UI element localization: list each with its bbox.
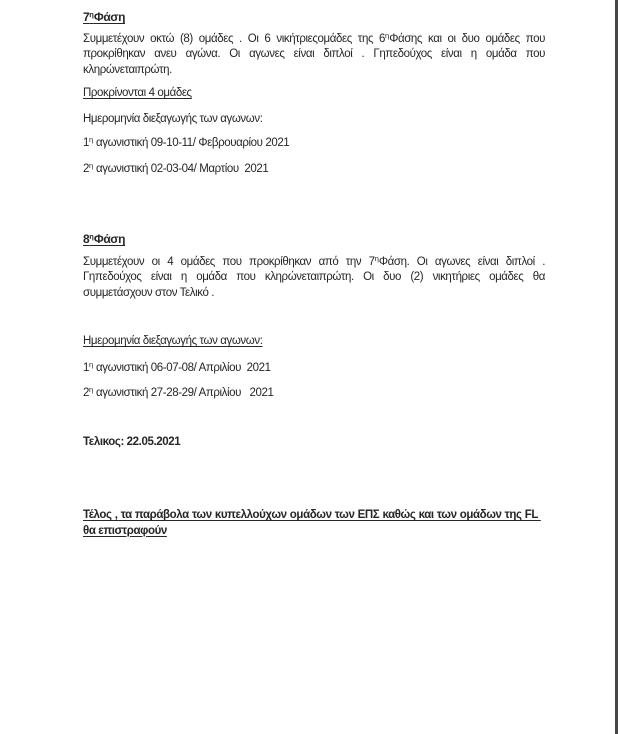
phase-8-heading-number: 8 — [83, 232, 90, 246]
phase-7-heading-number: 7 — [83, 10, 90, 24]
phase-8-paragraph — [83, 255, 545, 302]
fixture-number: 2 — [83, 162, 89, 175]
document-content — [83, 10, 545, 539]
fixture-ordinal: η — [89, 359, 94, 369]
phase-8-heading-ordinal: η — [89, 232, 94, 241]
phase-7-heading — [83, 10, 545, 26]
fixture-text: αγωνιστική 06-07-08/ Απριλίου 2021 — [93, 361, 271, 374]
fixture-ordinal: η — [89, 135, 94, 144]
phase-8-heading-word: Φάση — [93, 232, 126, 246]
phase-8-paragraph-text: Συμμετέχουν οι 4 ομάδες που προκρίθηκαν από την 7 — [83, 255, 375, 268]
phase-8-fixture-2 — [83, 386, 545, 402]
fixture-text: αγωνιστική 09-10-11/ Φεβρουαρίου 2021 — [93, 137, 290, 149]
phase-7-heading-ordinal: η — [89, 10, 94, 19]
fixture-number: 1 — [83, 361, 89, 374]
phase-7-fixture-1 — [83, 136, 545, 152]
phase-8-dates-heading: Ημερομηνία διεξαγωγής των αγωνων: — [83, 335, 263, 347]
phase-8-paragraph-text-cont: Φάση. Οι αγωνες είναι διπλοί . Γηπεδούχος είναι η ομάδα που κληρώνεταιπρώτη. Οι δυο (2) νικητήριες ομάδες θα συμμετάσχουν στον Τελικό . — [83, 255, 546, 299]
phase-8-heading — [83, 232, 545, 248]
fixture-ordinal: η — [89, 160, 94, 170]
phase-7-fixture-2 — [83, 162, 545, 178]
fixture-ordinal: η — [89, 385, 94, 394]
fixture-text: αγωνιστική 27-28-29/ Απριλίου 2021 — [93, 387, 274, 399]
phase-7-paragraph-text: Συμμετέχουν οκτώ (8) ομάδες . Οι 6 νικήτριεςομάδες της 6 — [83, 32, 386, 45]
phase-7-paragraph — [83, 32, 545, 79]
fixture-text: αγωνιστική 02-03-04/ Μαρτίου 2021 — [93, 162, 269, 175]
fixture-number: 1 — [83, 137, 89, 149]
phase-7-dates-heading: Ημερομηνία διεξαγωγής των αγωνων: — [83, 112, 263, 125]
phase-7-qualifiers-note: Προκρίνονται 4 ομάδες — [83, 87, 192, 99]
final-date-line: Τελικος: 22.05.2021 — [83, 435, 181, 448]
page-edge-line — [615, 0, 618, 734]
phase-7-paragraph-text-cont: Φάσης και οι δυο ομάδες που προκρίθηκαν ανευ αγώνα. Οι αγωνες είναι διπλοί . Γηπεδούχος είναι η ομάδα που κληρώνεταιπρώτη. — [83, 32, 545, 76]
phase-8-fixture-1 — [83, 361, 545, 377]
closing-note: Τέλος , τα παράβολα των κυπελλούχων ομάδων των ΕΠΣ καθώς και των ομάδων της FL θα επιστραφούν — [83, 509, 541, 537]
phase-7-heading-word: Φάση — [93, 10, 126, 24]
phase-8-paragraph-ordinal: η — [374, 253, 379, 263]
phase-7-paragraph-ordinal: η — [385, 30, 390, 40]
fixture-number: 2 — [83, 387, 89, 399]
